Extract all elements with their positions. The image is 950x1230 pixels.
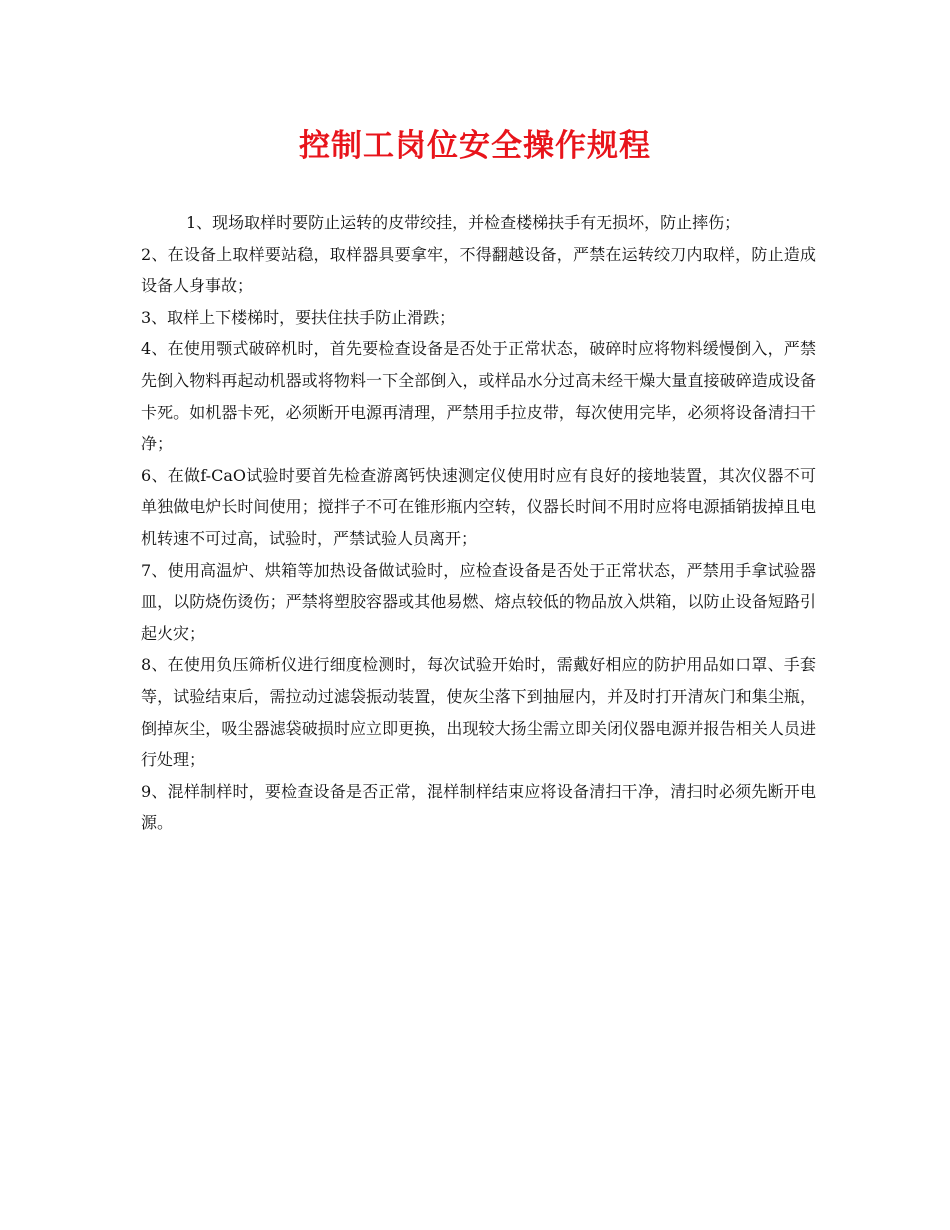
rule-item-9: 9、混样制样时，要检查设备是否正常，混样制样结束应将设备清扫干净，清扫时必须先断开电源。 — [141, 781, 816, 833]
rule-item-3: 3、取样上下楼梯时，要扶住扶手防止滑跌； — [141, 307, 456, 327]
rule-item-8: 8、在使用负压筛析仪进行细度检测时，每次试验开始时，需戴好相应的防护用品如口罩、手套等，试验结束后，需拉动过滤袋振动装置，使灰尘落下到抽屉内，并及时打开清灰门和集尘瓶，倒掉灰尘，吸尘器滤袋破损时应立即更换，出现较大扬尘需立即关闭仪器电源并报告相关人员进行处理； — [141, 655, 816, 770]
document-title: 控制工岗位安全操作规程 — [299, 128, 651, 164]
rule-item-7: 7、使用高温炉、烘箱等加热设备做试验时，应检查设备是否处于正常状态，严禁用手拿试验器皿，以防烧伤烫伤；严禁将塑胶容器或其他易燃、熔点较低的物品放入烘箱，以防止设备短路引起火灾； — [141, 560, 816, 643]
rule-item-1: 1、现场取样时要防止运转的皮带绞挂，并检查楼梯扶手有无损坏，防止摔伤； — [186, 213, 741, 232]
rule-item-6: 6、在做f-CaO试验时要首先检查游离钙快速测定仪使用时应有良好的接地装置，其次仪器不可单独做电炉长时间使用；搅拌子不可在锥形瓶内空转，仪器长时间不用时应将电源插销拔掉且电机转速不可过高，试验时，严禁试验人员离开； — [141, 465, 816, 548]
rule-item-4: 4、在使用颚式破碎机时，首先要检查设备是否处于正常状态，破碎时应将物料缓慢倒入，严禁先倒入物料再起动机器或将物料一下全部倒入，或样品水分过高未经干燥大量直接破碎造成设备卡死。如机器卡死，必须断开电源再清理，严禁用手拉皮带，每次使用完毕，必须将设备清扫干净； — [141, 339, 816, 454]
document-body — [141, 207, 816, 839]
rule-item-2: 2、在设备上取样要站稳，取样器具要拿牢，不得翻越设备，严禁在运转绞刀内取样，防止造成设备人身事故； — [141, 244, 816, 296]
